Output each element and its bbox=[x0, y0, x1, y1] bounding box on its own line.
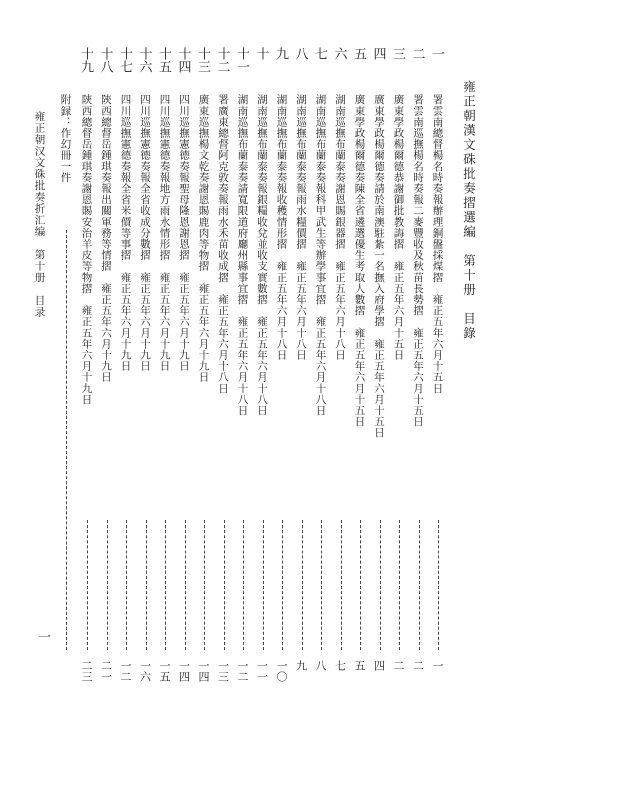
entry-title: 四川巡撫憲德奏報全省收成分數摺 雍正五年六月十九日 bbox=[139, 94, 151, 372]
entry-page-number: 一四 bbox=[177, 660, 191, 682]
entry-number: 十三 bbox=[195, 47, 210, 73]
leader-dots bbox=[185, 520, 186, 650]
entry-number: 十二 bbox=[214, 47, 230, 73]
entry-number: 四 bbox=[370, 47, 386, 60]
entry-page-number: 一五 bbox=[158, 660, 171, 682]
entry-title: 湖南巡撫布蘭泰奏請寬限道府廳州縣事宜摺 雍正五年六月十八日 bbox=[236, 94, 249, 416]
leader-dots bbox=[302, 520, 303, 650]
entry-number: 十六 bbox=[136, 47, 152, 73]
entry-number: 二 bbox=[409, 47, 425, 60]
entry-title: 四川巡撫憲德奏報地方雨水情形摺 雍正五年六月十九日 bbox=[158, 94, 171, 372]
attachment-entry: 附録：作幻冊一件 bbox=[59, 94, 72, 183]
entry-title: 署雲南巡撫楊名時奏報二麥豐收及秋苗長勢摺 雍正五年六月十五日 bbox=[412, 94, 424, 427]
leader-dots bbox=[360, 520, 361, 650]
leader-dots bbox=[224, 520, 225, 650]
entry-title: 署雲南總督楊名時奏報辦理銅盤採煤摺 雍正五年六月十五日 bbox=[431, 94, 444, 394]
entry-page-number: 一六 bbox=[138, 660, 152, 682]
entry-title: 四川巡撫憲德奏報聖母隆恩謝恩摺 雍正五年六月十九日 bbox=[178, 94, 190, 372]
entry-number: 六 bbox=[331, 47, 347, 60]
entry-title: 四川巡撫憲德奏報全省米價等事摺 雍正五年六月十九日 bbox=[119, 94, 132, 372]
running-header: 雍正朝汉文硃批奏折汇编 第十册 目录 bbox=[33, 111, 46, 318]
leader-dots bbox=[243, 520, 244, 650]
entry-number: 八 bbox=[292, 47, 308, 60]
entry-page-number: 四 bbox=[372, 660, 386, 671]
entry-number: 一 bbox=[429, 47, 444, 60]
entry-page-number: 一四 bbox=[197, 660, 210, 682]
book-title: 雍正朝漢文硃批奏摺選編 第十册 目錄 bbox=[461, 80, 477, 341]
entry-title: 廣東學政楊爾德恭謝御批教誨摺 雍正五年六月十五日 bbox=[392, 94, 405, 361]
entry-page-number: 七 bbox=[333, 660, 347, 671]
entry-title: 署廣東總督阿克敦奏報雨水禾苗收成摺 雍正五年六月十八日 bbox=[217, 94, 229, 394]
leader-dots bbox=[66, 230, 67, 650]
entry-title: 湖南巡撫布蘭泰奏報收穫情形摺 雍正五年六月十八日 bbox=[275, 94, 288, 361]
leader-dots bbox=[399, 520, 400, 650]
entry-page-number: 一三 bbox=[216, 660, 230, 682]
entry-page-number: 一一 bbox=[255, 660, 269, 682]
entry-page-number: 一二 bbox=[119, 660, 132, 682]
leader-dots bbox=[263, 520, 264, 650]
leader-dots bbox=[165, 520, 166, 650]
entry-number: 五 bbox=[351, 47, 366, 60]
leader-dots bbox=[282, 520, 283, 650]
entry-title: 廣東學政楊爾德奏陳全省遴選優生考取人數摺 雍正五年六月十五日 bbox=[353, 94, 366, 427]
entry-title: 湖南巡撫布蘭泰奏謝恩賜銀器摺 雍正五年六月十八日 bbox=[334, 94, 346, 361]
leader-dots bbox=[107, 520, 108, 650]
entry-title: 湖南巡撫布蘭泰奏報雨水糧價摺 雍正五年六月十八日 bbox=[295, 94, 307, 361]
entry-title: 陝西總督岳鍾琪奏謝恩賜安治羊皮等物摺 雍正五年六月十九日 bbox=[80, 94, 93, 405]
leader-dots bbox=[204, 520, 205, 650]
entry-title: 廣東學政楊爾德奏請於南澳駐紮一名撫入府學摺 雍正五年六月十五日 bbox=[373, 94, 385, 439]
entry-page-number: 二一 bbox=[99, 660, 113, 682]
entry-number: 十五 bbox=[156, 47, 171, 73]
leader-dots bbox=[321, 520, 322, 650]
entry-number: 十八 bbox=[97, 47, 113, 73]
entry-page-number: 八 bbox=[314, 660, 327, 671]
entry-title: 湖南巡撫布蘭泰奏報銀糧收兌並收支實數摺 雍正五年六月十八日 bbox=[256, 94, 268, 416]
leader-dots bbox=[438, 520, 439, 650]
leader-dots bbox=[146, 520, 147, 650]
entry-page-number: 二 bbox=[392, 660, 405, 671]
entry-page-number: 五 bbox=[353, 660, 366, 671]
entry-page-number: 一〇 bbox=[275, 660, 288, 682]
leader-dots bbox=[87, 520, 88, 650]
leader-dots bbox=[419, 520, 420, 650]
leader-dots bbox=[126, 520, 127, 650]
leader-dots bbox=[380, 520, 381, 650]
leader-dots bbox=[341, 520, 342, 650]
entry-number: 十 bbox=[253, 47, 269, 60]
entry-page-number: 二 bbox=[411, 660, 425, 671]
entry-title: 湖南巡撫布蘭泰奏報科甲武生等辦學事宜摺 雍正五年六月十八日 bbox=[314, 94, 327, 416]
entry-number: 三 bbox=[390, 47, 405, 60]
entry-number: 十九 bbox=[78, 47, 93, 73]
entry-page-number: 一二 bbox=[236, 660, 249, 682]
entry-page-number: 九 bbox=[294, 660, 308, 671]
entry-page-number: 一 bbox=[431, 660, 444, 671]
entry-number: 十四 bbox=[175, 47, 191, 73]
page-number: 一 bbox=[35, 630, 50, 643]
entry-page-number: 二三 bbox=[80, 660, 93, 682]
entry-number: 七 bbox=[312, 47, 327, 60]
entry-title: 陝西總督岳鍾琪奏報出關軍務等情摺 雍正五年六月十九日 bbox=[100, 94, 112, 383]
entry-title: 廣東巡撫楊文乾奏謝恩賜鹿肉等物摺 雍正五年六月十九日 bbox=[197, 94, 210, 383]
entry-number: 九 bbox=[273, 47, 288, 60]
entry-number: 十一 bbox=[234, 47, 249, 73]
entry-number: 十七 bbox=[117, 47, 132, 73]
